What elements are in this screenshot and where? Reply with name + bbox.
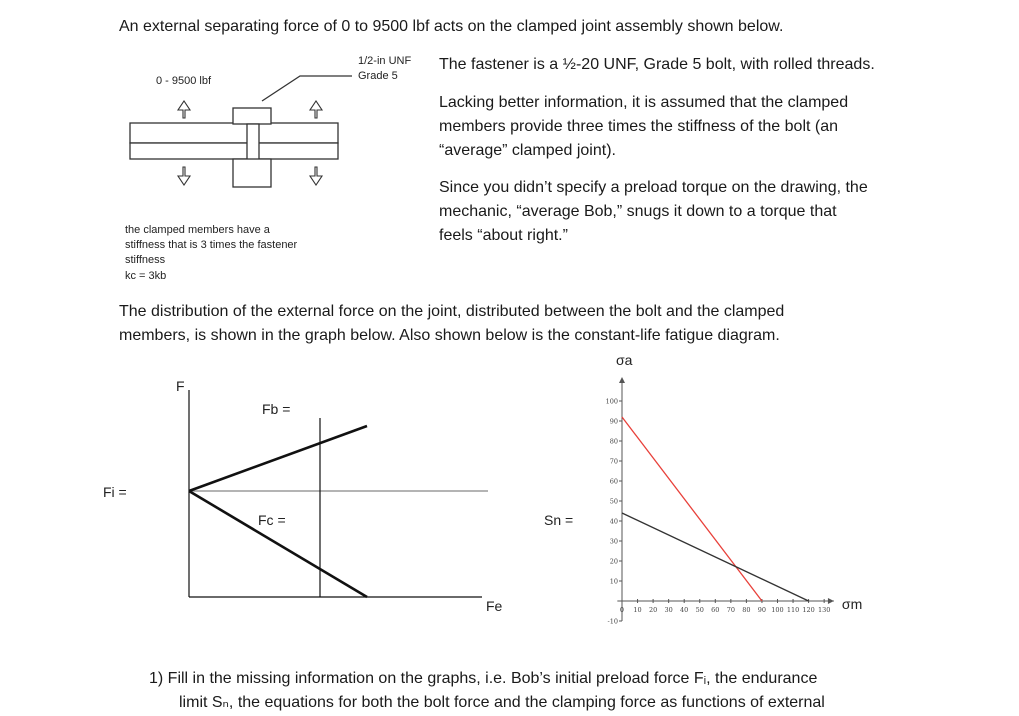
- preload-text-line2: mechanic, “average Bob,” snugs it down to a torque that: [439, 203, 837, 220]
- x-tick-label: 30: [664, 606, 673, 614]
- x-tick-label: 80: [742, 606, 751, 614]
- x-tick-label: 120: [802, 606, 815, 614]
- fastener-text: The fastener is a ½-20 UNF, Grade 5 bolt, with rolled threads.: [439, 56, 875, 73]
- y-tick-label: 60: [609, 477, 618, 486]
- force-graph-labels: [103, 378, 503, 614]
- x-tick-label: 10: [633, 606, 642, 614]
- x-tick-label: 100: [771, 606, 784, 614]
- series-line-1: [622, 417, 762, 601]
- question-line2: limit Sₙ, the equations for both the bolt force and the clamping force as functions of external: [179, 694, 825, 711]
- x-axis-arrow-icon: [828, 598, 834, 604]
- distribution-text-line1: The distribution of the external force on the joint, distributed between the bolt and the clamped: [119, 303, 785, 320]
- x-tick-label: 0: [619, 606, 625, 614]
- y-tick-label: 10: [609, 577, 618, 586]
- Fb-label: Fb =: [262, 401, 291, 417]
- x-tick-label: 110: [786, 606, 800, 614]
- up-arrow-icon: [310, 101, 322, 118]
- y-tick-label: 80: [609, 437, 618, 446]
- stiffness-note-line1: the clamped members have a: [125, 224, 270, 236]
- y-tick-label: 100: [605, 397, 618, 406]
- stiffness-equation: kc = 3kb: [125, 270, 167, 282]
- y-axis-label: σa: [616, 352, 633, 368]
- x-axis-label: σm: [841, 596, 863, 612]
- x-tick-label: 60: [711, 606, 720, 614]
- question-line1: 1) Fill in the missing information on the graphs, i.e. Bob’s initial preload force Fᵢ, the endurance: [149, 670, 818, 687]
- x-tick-label: 50: [695, 606, 704, 614]
- y-tick-label: -10: [607, 617, 618, 626]
- Fe-axis-label: Fe: [486, 598, 503, 614]
- x-tick-label: 70: [726, 606, 735, 614]
- preload-text-line3: feels “about right.”: [439, 227, 568, 244]
- intro-text: An external separating force of 0 to 9500 lbf acts on the clamped joint assembly shown below.: [119, 18, 784, 35]
- stiffness-text-line3: “average” clamped joint).: [439, 142, 616, 159]
- down-arrow-icon: [310, 167, 322, 185]
- sn-label: Sn =: [544, 512, 574, 528]
- stiffness-note-line3: stiffness: [125, 254, 166, 266]
- preload-text-line1: Since you didn’t specify a preload torque on the drawing, the: [439, 179, 868, 196]
- y-tick-label: 20: [609, 557, 618, 566]
- fatigue-diagram: [544, 352, 862, 626]
- y-tick-label: 30: [609, 537, 618, 546]
- stiffness-note-line2: stiffness that is 3 times the fastener: [125, 239, 298, 251]
- x-tick-label: 130: [817, 606, 831, 614]
- y-tick-label: 70: [609, 457, 618, 466]
- y-axis-arrow-icon: [619, 377, 625, 383]
- stiffness-text-line1: Lacking better information, it is assumed that the clamped: [439, 94, 849, 111]
- x-tick-label: 20: [648, 606, 658, 614]
- force-range-label: 0 - 9500 lbf: [156, 75, 212, 87]
- y-tick-label: 50: [609, 497, 618, 506]
- bolt-spec-line2: Grade 5: [358, 70, 398, 82]
- x-tick-label: 90: [757, 606, 767, 614]
- F-axis-label: F: [176, 378, 185, 394]
- y-tick-label: 90: [609, 417, 618, 426]
- distribution-text-line2: members, is shown in the graph below. Also shown below is the constant-life fatigue diagram.: [119, 327, 780, 344]
- Fc-label: Fc =: [258, 512, 286, 528]
- bolt-spec-line1: 1/2-in UNF: [358, 55, 412, 67]
- x-tick-label: 40: [680, 606, 689, 614]
- series-line-2: [622, 513, 809, 601]
- stiffness-text-line2: members provide three times the stiffness of the bolt (an: [439, 118, 839, 135]
- up-arrow-icon: [178, 101, 190, 118]
- force-distribution-graph: [189, 390, 488, 597]
- clamped-joint-drawing: [130, 76, 352, 187]
- Fi-label: Fi =: [103, 484, 127, 500]
- down-arrow-icon: [178, 167, 190, 185]
- y-tick-label: 40: [609, 517, 618, 526]
